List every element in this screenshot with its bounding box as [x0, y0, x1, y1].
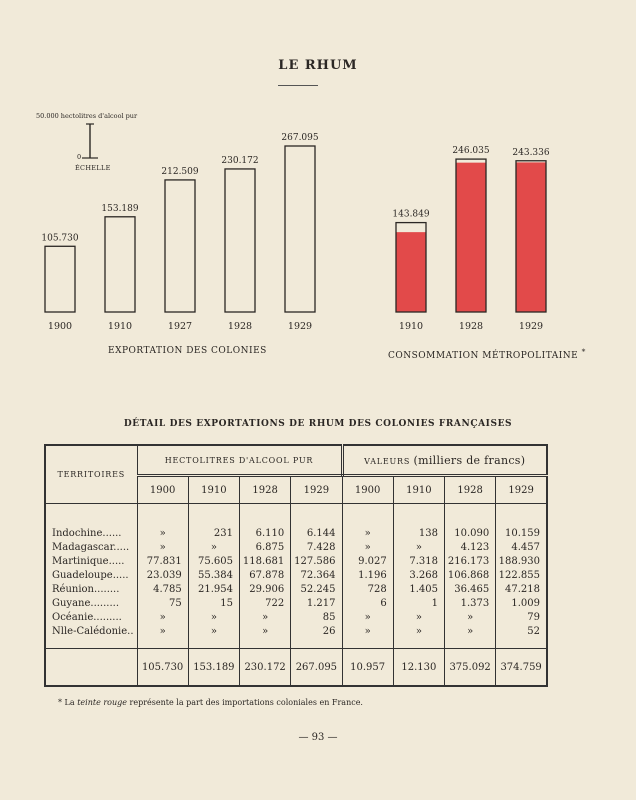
bar-category-label: 1910	[398, 321, 424, 332]
year-header: 1910	[393, 476, 444, 504]
table-row	[45, 554, 547, 568]
territory-name: Océanie.........	[45, 610, 137, 624]
table-cell: »	[342, 526, 393, 540]
year-header: 1928	[240, 476, 291, 504]
bar-value-label: 153.189	[101, 203, 139, 214]
table-cell: 9.027	[342, 554, 393, 568]
table-cell: »	[393, 540, 444, 554]
hectolitres-header: HECTOLITRES D'ALCOOL PUR	[137, 445, 342, 476]
table-spacer	[45, 504, 547, 527]
table-cell: »	[240, 610, 291, 624]
territory-name: Guadeloupe.....	[45, 568, 137, 582]
territory-name: Madagascar.....	[45, 540, 137, 554]
table-cell: 7.318	[393, 554, 444, 568]
table-cell: 52.245	[291, 582, 342, 596]
table-cell: 231	[188, 526, 239, 540]
exports-table	[44, 444, 548, 687]
footnote-rest: représente la part des importations coloniales en France.	[129, 698, 363, 707]
table-cell: 4.457	[511, 541, 540, 553]
table-cell: 15	[188, 596, 239, 610]
totals-label-cell	[45, 649, 137, 687]
table-cell: 6	[342, 596, 393, 610]
bar-value-label: 143.849	[392, 209, 430, 220]
table-body	[45, 526, 547, 638]
bar-value-label: 246.035	[452, 146, 490, 157]
bar-value-label: 230.172	[221, 155, 259, 166]
table-cell: 77.831	[137, 554, 188, 568]
table-group-header-row	[45, 445, 547, 476]
table-cell: »	[342, 540, 393, 554]
bar	[225, 169, 255, 312]
table-cell: 36.465	[445, 582, 496, 596]
bar-red-share	[456, 163, 486, 312]
table-cell: 118.681	[240, 554, 291, 568]
table-cell: 26	[291, 624, 342, 638]
table-cell: 29.906	[240, 582, 291, 596]
bar-value-label: 212.509	[161, 166, 199, 177]
year-header: 1929	[291, 476, 342, 504]
year-header: 1900	[342, 476, 393, 504]
table-cell: 6.875	[240, 540, 291, 554]
table-title: DÉTAIL DES EXPORTATIONS DE RHUM DES COLONIES FRANÇAISES	[123, 419, 513, 429]
table-cell: 75	[137, 596, 188, 610]
bar	[105, 217, 135, 312]
page-number: — 93 —	[298, 732, 338, 743]
title-rule	[278, 85, 318, 86]
table-cell: 4.785	[137, 582, 188, 596]
territory-name: Martinique.....	[45, 554, 137, 568]
table-cell: 728	[342, 582, 393, 596]
total-cell: 267.095	[291, 649, 342, 687]
consumption-chart-title	[388, 347, 586, 361]
total-cell: 375.092	[445, 649, 496, 687]
total-cell: 105.730	[137, 649, 188, 687]
scale-zero-label: 0	[77, 153, 82, 161]
table-row	[45, 540, 547, 554]
table-cell: 1.405	[393, 582, 444, 596]
exports-chart-title: EXPORTATION DES COLONIES	[108, 346, 267, 356]
table-cell: 7.428	[291, 540, 342, 554]
table-cell: 6.110	[240, 526, 291, 540]
bar-category-label: 1929	[287, 321, 313, 332]
scale-caption: ÉCHELLE	[75, 164, 111, 172]
total-cell: 12.130	[393, 649, 444, 687]
table-cell: »	[342, 610, 393, 624]
page-title: LE RHUM	[278, 58, 358, 73]
table-row	[45, 596, 547, 610]
table-cell: 1.196	[342, 568, 393, 582]
table-cell: 21.954	[188, 582, 239, 596]
territory-name: Guyane.........	[45, 596, 137, 610]
table-cell: 55.384	[188, 568, 239, 582]
year-header: 1929	[496, 476, 547, 504]
table-cell: 138	[393, 526, 444, 540]
table-cell: 1.009	[511, 597, 540, 609]
territory-name: Indochine......	[45, 526, 137, 540]
bar-value-label: 267.095	[281, 133, 319, 143]
table-cell: 106.868	[445, 568, 496, 582]
table-cell: »	[137, 624, 188, 638]
footnote-marker: *	[58, 698, 62, 707]
territoires-header: TERRITOIRES	[45, 445, 137, 504]
table-cell: »	[137, 610, 188, 624]
bar-value-label: 243.336	[512, 147, 550, 158]
table-cell: »	[240, 624, 291, 638]
table-cell: 52	[527, 625, 540, 637]
table-cell: 122.855	[498, 569, 540, 581]
table-totals-row	[45, 649, 547, 687]
table-cell: 1	[393, 596, 444, 610]
bar	[165, 180, 195, 312]
bar-category-label: 1928	[227, 321, 253, 332]
table-cell: »	[393, 610, 444, 624]
table-cell: 188.930	[498, 555, 540, 567]
footnote	[58, 698, 363, 707]
bar	[45, 246, 75, 312]
scale-top-label: 50.000 hectolitres d'alcool pur	[36, 112, 138, 120]
table-row	[45, 610, 547, 624]
table-row	[45, 624, 547, 638]
table-cell: 79	[527, 611, 540, 623]
territory-name: Réunion........	[45, 582, 137, 596]
table-cell: »	[393, 624, 444, 638]
table-cell: »	[188, 540, 239, 554]
table-cell: »	[137, 540, 188, 554]
footnote-prefix: La	[64, 698, 75, 707]
territory-name: Nlle-Calédonie..	[45, 624, 137, 638]
bar-value-label: 105.730	[41, 233, 79, 244]
total-cell: 230.172	[240, 649, 291, 687]
bar-category-label: 1910	[107, 321, 133, 332]
table-cell: 127.586	[291, 554, 342, 568]
bar	[285, 146, 315, 312]
footnote-italic: teinte rouge	[77, 698, 127, 707]
bar-category-label: 1929	[518, 321, 544, 332]
table-cell: 722	[240, 596, 291, 610]
bar-red-share	[516, 162, 546, 312]
table-cell: 4.123	[445, 540, 496, 554]
valeurs-header-suffix: (milliers de francs)	[413, 453, 526, 467]
bar-red-share	[396, 232, 426, 312]
bar-category-label: 1928	[458, 321, 484, 332]
table-cell: 72.364	[291, 568, 342, 582]
table-cell: »	[445, 610, 496, 624]
bar-category-label: 1900	[47, 321, 73, 332]
total-cell: 374.759	[496, 649, 547, 687]
table-row	[45, 582, 547, 596]
table-cell: 3.268	[393, 568, 444, 582]
table-cell: 10.159	[505, 527, 540, 539]
exports-chart	[30, 130, 330, 335]
table-cell: 85	[291, 610, 342, 624]
table-cell: 75.605	[188, 554, 239, 568]
table-cell: 6.144	[291, 526, 342, 540]
bar-category-label: 1927	[167, 321, 193, 332]
total-cell: 153.189	[188, 649, 239, 687]
year-header: 1900	[137, 476, 188, 504]
valeurs-header	[342, 445, 547, 476]
consumption-chart-marker: *	[581, 347, 586, 356]
year-header: 1928	[445, 476, 496, 504]
table-cell: 10.090	[445, 526, 496, 540]
table-cell: 67.878	[240, 568, 291, 582]
table-cell: 216.173	[445, 554, 496, 568]
table-cell: »	[342, 624, 393, 638]
table-cell: »	[188, 610, 239, 624]
table-cell: »	[188, 624, 239, 638]
valeurs-header-prefix: VALEURS	[364, 456, 411, 466]
table-cell: 23.039	[137, 568, 188, 582]
table-row	[45, 526, 547, 540]
consumption-chart-title-text: CONSOMMATION MÉTROPOLITAINE	[388, 351, 579, 361]
table-spacer	[45, 638, 547, 649]
total-cell: 10.957	[342, 649, 393, 687]
table-cell: »	[137, 526, 188, 540]
table-cell: 47.218	[505, 583, 540, 595]
year-header: 1910	[188, 476, 239, 504]
table-row	[45, 568, 547, 582]
table-cell: »	[445, 624, 496, 638]
table-cell: 1.373	[445, 596, 496, 610]
table-cell: 1.217	[291, 596, 342, 610]
consumption-chart	[385, 140, 565, 335]
